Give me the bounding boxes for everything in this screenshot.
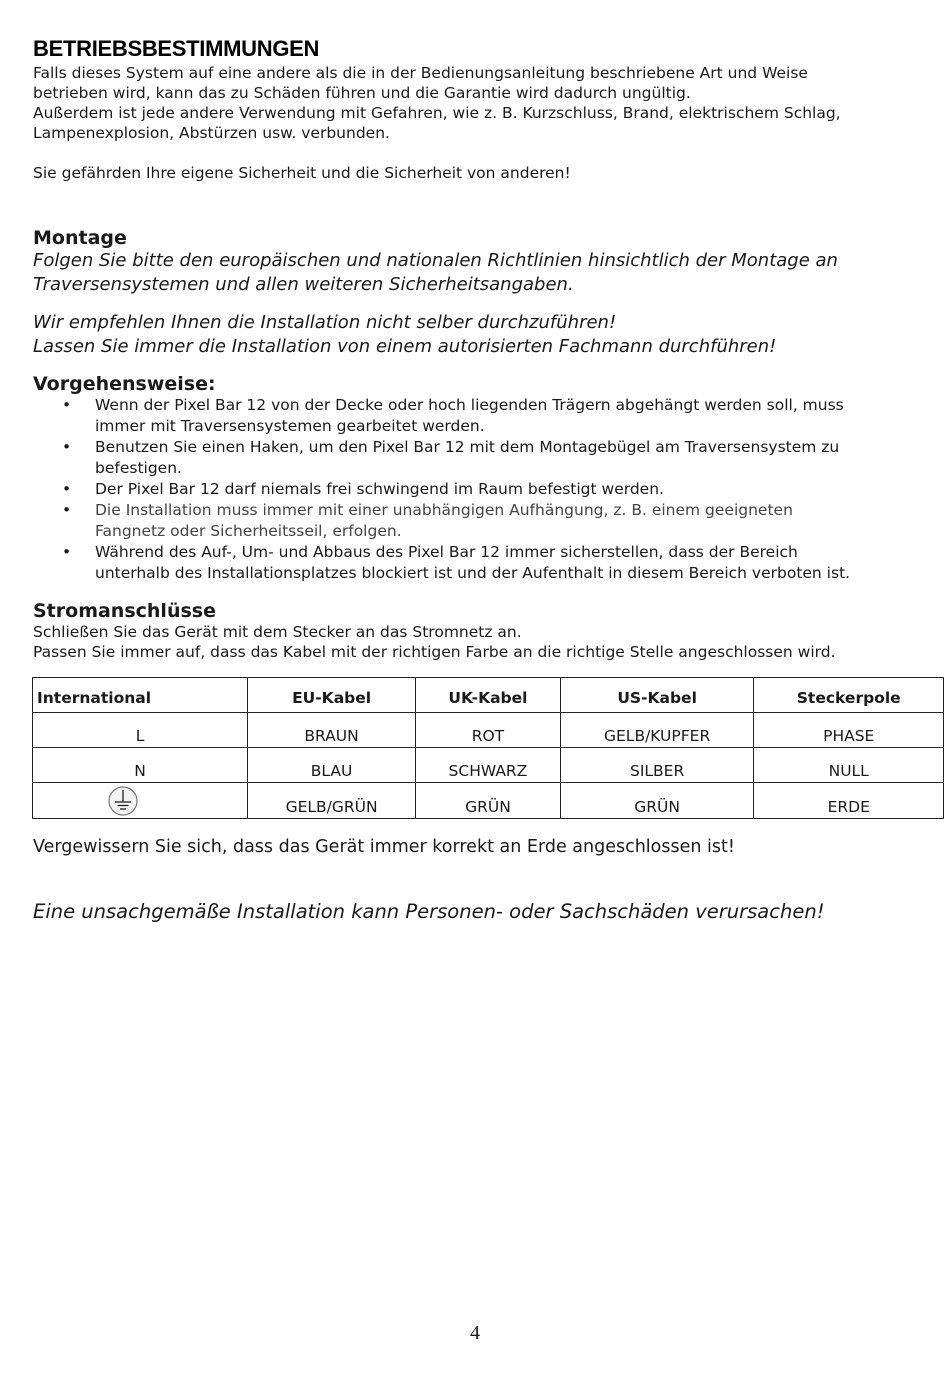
power-heading: Stromanschlüsse [33,600,216,622]
montage-line-1: Folgen Sie bitte den europäischen und nationalen Richtlinien hinsichtlich der Montage an [33,250,838,271]
page-title: BETRIEBSBESTIMMUNGEN [33,36,320,61]
final-warning: Eine unsachgemäße Installation kann Personen- oder Sachschäden verursachen! [33,900,825,923]
recommend-line-2: Lassen Sie immer die Installation von einem autorisierten Fachmann durchführen! [33,336,777,357]
table-header: International [33,678,248,713]
table-cell: SILBER [560,748,754,783]
table-cell: ERDE [754,783,944,819]
table-header: Steckerpole [754,678,944,713]
table-row [33,748,944,783]
procedure-item: • Die Installation muss immer mit einer unabhängigen Aufhängung, z. B. einem geeigneten Fangnetz oder Sicherheitsseil, erfolgen. [62,501,793,540]
bullet-icon: • [62,480,72,498]
intro-line-2: betrieben wird, kann das zu Schäden führen und die Garantie wird dadurch ungültig. [33,84,691,102]
table-header: UK-Kabel [416,678,561,713]
intro-line-4: Lampenexplosion, Abstürzen usw. verbunden. [33,124,390,142]
table-cell: ROT [416,713,561,748]
table-cell: GRÜN [560,783,754,819]
table-cell: GELB/KUPFER [560,713,754,748]
montage-line-2: Traversensystemen und allen weiteren Sicherheitsangaben. [33,274,574,295]
table-row [33,783,944,819]
bullet-icon: • [62,396,72,414]
procedure-item: • Wenn der Pixel Bar 12 von der Decke oder hoch liegenden Trägern abgehängt werden soll, muss immer mit Traversensystemen gearbeitet werden. [62,396,844,435]
table-header: US-Kabel [560,678,754,713]
table-cell: N [33,748,248,783]
montage-heading: Montage [33,227,127,249]
table-row [33,713,944,748]
ground-symbol-icon [107,785,139,817]
recommend-line-1: Wir empfehlen Ihnen die Installation nicht selber durchzuführen! [33,312,617,333]
procedure-heading: Vorgehensweise: [33,373,216,395]
table-header: EU-Kabel [248,678,416,713]
procedure-item: • Während des Auf-, Um- und Abbaus des Pixel Bar 12 immer sicherstellen, dass der Bereich unterhalb des Installationsplatzes blockiert ist und der Aufenthalt in diesem Bereich verboten ist. [62,543,851,582]
cable-table [32,677,944,819]
page-number: 4 [470,1322,480,1344]
table-cell: SCHWARZ [416,748,561,783]
table-cell: BRAUN [248,713,416,748]
table-cell: GELB/GRÜN [248,783,416,819]
power-line-2: Passen Sie immer auf, dass das Kabel mit der richtigen Farbe an die richtige Stelle angeschlossen wird. [33,643,836,661]
table-header-row [33,678,944,713]
table-cell [33,783,248,819]
page-content [33,36,913,925]
table-cell: L [33,713,248,748]
table-cell: BLAU [248,748,416,783]
table-cell: GRÜN [416,783,561,819]
power-line-1: Schließen Sie das Gerät mit dem Stecker an das Stromnetz an. [33,623,522,641]
table-cell: NULL [754,748,944,783]
intro-line-1: Falls dieses System auf eine andere als die in der Bedienungsanleitung beschriebene Art und Weise [33,64,808,82]
intro-line-3: Außerdem ist jede andere Verwendung mit Gefahren, wie z. B. Kurzschluss, Brand, elektrischem Schlag, [33,104,841,122]
safety-warning: Sie gefährden Ihre eigene Sicherheit und die Sicherheit von anderen! [33,164,571,182]
table-cell: PHASE [754,713,944,748]
procedure-item: • Benutzen Sie einen Haken, um den Pixel Bar 12 mit dem Montagebügel am Traversensystem zu befestigen. [62,438,840,477]
ground-note: Vergewissern Sie sich, dass das Gerät immer korrekt an Erde angeschlossen ist! [33,837,735,857]
procedure-item: • Der Pixel Bar 12 darf niemals frei schwingend im Raum befestigt werden. [62,480,664,498]
procedure-list [33,395,913,584]
bullet-icon: • [62,438,72,456]
bullet-icon: • [62,501,72,519]
bullet-icon: • [62,543,72,561]
